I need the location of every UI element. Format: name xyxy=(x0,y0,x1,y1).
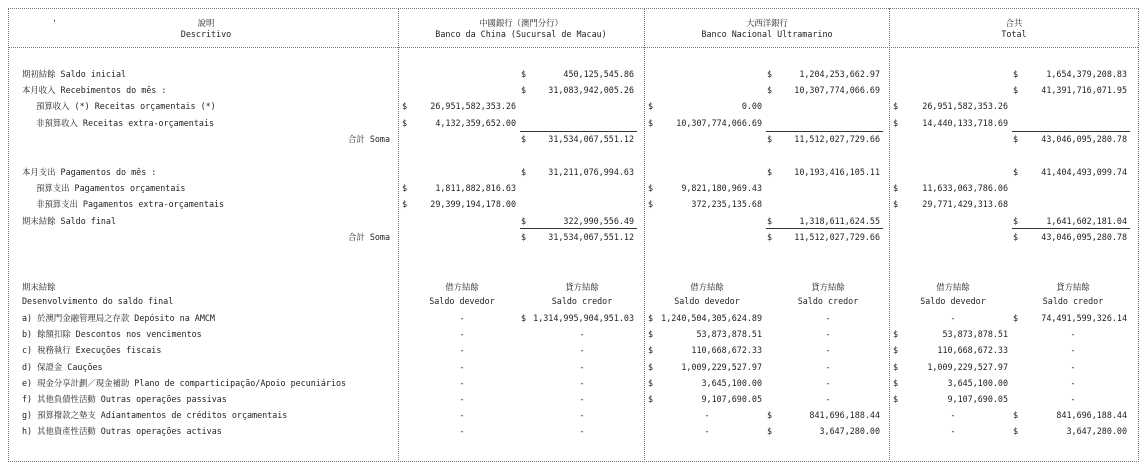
row-receitas-orc-total: 26,951,582,353.26 xyxy=(922,101,1008,111)
balance-cell-dash: - xyxy=(1070,329,1076,339)
row-soma1-label: 合計 Soma xyxy=(348,134,390,144)
currency-sign: $ xyxy=(893,329,899,339)
balance-row-label: g) 預算撥款之墊支 Adiantamentos de créditos orçamentais xyxy=(22,410,288,420)
balance-cell-value: 53,873,878.51 xyxy=(696,329,762,339)
balance-cell-value: 841,696,188.44 xyxy=(1056,410,1127,420)
currency-sign: $ xyxy=(893,199,899,209)
balance-cell-value: 74,491,599,326.14 xyxy=(1041,313,1127,323)
total-credit-header-pt: Saldo credor xyxy=(1042,296,1104,306)
row-soma2-label: 合計 Soma xyxy=(348,232,390,242)
bnu-credit-header-pt: Saldo credor xyxy=(797,296,859,306)
currency-sign: $ xyxy=(767,167,773,177)
currency-sign: $ xyxy=(648,378,654,388)
row-saldo-final-bc: 322,990,556.49 xyxy=(563,216,634,226)
balance-cell-value: 9,107,690.05 xyxy=(701,394,762,404)
balance-cell-value: 1,009,229,527.97 xyxy=(927,362,1008,372)
row-pag-orc-bnu: 9,821,180,969.43 xyxy=(681,183,762,193)
subtotal-underline xyxy=(766,228,883,229)
row-receitas-extra-bc: 4,132,359,652.00 xyxy=(435,118,516,128)
currency-sign: $ xyxy=(893,362,899,372)
balance-cell-value: 3,645,100.00 xyxy=(701,378,762,388)
balance-cell-dash: - xyxy=(459,345,465,355)
currency-sign: $ xyxy=(521,85,527,95)
currency-sign: $ xyxy=(648,118,654,128)
currency-sign: $ xyxy=(767,134,773,144)
balance-cell-dash: - xyxy=(1070,362,1076,372)
column-divider-total xyxy=(889,8,890,460)
row-recebimentos-bc: 31,083,942,005.26 xyxy=(548,85,634,95)
balance-cell-value: 53,873,878.51 xyxy=(942,329,1008,339)
header-mark: ' xyxy=(52,18,58,28)
currency-sign: $ xyxy=(1013,69,1019,79)
currency-sign: $ xyxy=(893,183,899,193)
header-bnu-pt: Banco Nacional Ultramarino xyxy=(701,29,833,39)
row-pag-orc-bc: 1,811,882,816.63 xyxy=(435,183,516,193)
total-credit-header-zh: 貸方結餘 xyxy=(1056,282,1090,292)
total-debit-header-zh: 借方結餘 xyxy=(936,282,970,292)
currency-sign: $ xyxy=(893,101,899,111)
balance-cell-value: 1,240,504,305,624.89 xyxy=(661,313,762,323)
currency-sign: $ xyxy=(648,362,654,372)
row-pag-extra-total: 29,771,429,313.68 xyxy=(922,199,1008,209)
balance-cell-dash: - xyxy=(459,362,465,372)
balance-cell-dash: - xyxy=(579,345,585,355)
currency-sign: $ xyxy=(402,101,408,111)
subtotal-underline xyxy=(520,228,637,229)
header-bnu-zh: 大西洋銀行 xyxy=(746,18,788,28)
subtotal-underline xyxy=(1012,131,1130,132)
row-pagamentos-total: 41,404,493,099.74 xyxy=(1041,167,1127,177)
row-soma2-bc: 31,534,067,551.12 xyxy=(548,232,634,242)
row-saldo-final-bnu: 1,318,611,624.55 xyxy=(799,216,880,226)
balance-cell-dash: - xyxy=(459,410,465,420)
row-receitas-orc-bc: 26,951,582,353.26 xyxy=(430,101,516,111)
balance-cell-dash: - xyxy=(579,410,585,420)
balance-cell-value: 3,647,280.00 xyxy=(819,426,880,436)
currency-sign: $ xyxy=(521,313,527,323)
balance-cell-dash: - xyxy=(579,378,585,388)
header-desc-pt: Descritivo xyxy=(180,29,232,39)
currency-sign: $ xyxy=(893,345,899,355)
row-receitas-orc-label: 預算收入 (*) Receitas orçamentais (*) xyxy=(36,101,216,111)
header-desc-zh: 說明 xyxy=(197,18,215,28)
row-soma2-bnu: 11,512,027,729.66 xyxy=(794,232,880,242)
row-recebimentos-label: 本月收入 Recebimentos do mês : xyxy=(22,85,167,95)
row-receitas-orc-bnu: 0.00 xyxy=(741,101,762,111)
subtotal-underline xyxy=(520,131,637,132)
balance-cell-dash: - xyxy=(950,313,956,323)
balance-cell-dash: - xyxy=(825,313,831,323)
section3-title-zh: 期末結餘 xyxy=(22,282,56,292)
currency-sign: $ xyxy=(648,183,654,193)
balance-row-label: h) 其他資產性活動 Outras operações activas xyxy=(22,426,222,436)
currency-sign: $ xyxy=(1013,216,1019,226)
currency-sign: $ xyxy=(1013,134,1019,144)
balance-cell-dash: - xyxy=(579,362,585,372)
section3-title-pt: Desenvolvimento do saldo final xyxy=(22,296,174,306)
bnu-debit-header-zh: 借方結餘 xyxy=(690,282,724,292)
row-recebimentos-bnu: 10,307,774,066.69 xyxy=(794,85,880,95)
row-receitas-extra-label: 非預算收入 Receitas extra-orçamentais xyxy=(36,118,215,128)
currency-sign: $ xyxy=(402,183,408,193)
currency-sign: $ xyxy=(648,329,654,339)
balance-cell-value: 3,645,100.00 xyxy=(947,378,1008,388)
balance-cell-dash: - xyxy=(825,345,831,355)
row-saldo-final-total: 1,641,602,181.04 xyxy=(1046,216,1127,226)
balance-cell-dash: - xyxy=(459,313,465,323)
balance-row-label: f) 其他負債性活動 Outras operações passivas xyxy=(22,394,227,404)
currency-sign: $ xyxy=(767,85,773,95)
currency-sign: $ xyxy=(1013,167,1019,177)
currency-sign: $ xyxy=(648,199,654,209)
currency-sign: $ xyxy=(521,134,527,144)
currency-sign: $ xyxy=(1013,313,1019,323)
currency-sign: $ xyxy=(521,232,527,242)
row-soma1-bnu: 11,512,027,729.66 xyxy=(794,134,880,144)
currency-sign: $ xyxy=(521,216,527,226)
currency-sign: $ xyxy=(1013,85,1019,95)
subtotal-underline xyxy=(1012,228,1130,229)
header-divider xyxy=(8,47,1138,48)
currency-sign: $ xyxy=(1013,410,1019,420)
row-saldo-final-label: 期末結餘 Saldo final xyxy=(22,216,117,226)
balance-cell-dash: - xyxy=(459,394,465,404)
bc-debit-header-zh: 借方結餘 xyxy=(445,282,479,292)
balance-cell-dash: - xyxy=(825,362,831,372)
row-soma1-bc: 31,534,067,551.12 xyxy=(548,134,634,144)
balance-cell-dash: - xyxy=(950,426,956,436)
row-pagamentos-bnu: 10,193,416,105.11 xyxy=(794,167,880,177)
column-divider-bc xyxy=(398,8,399,460)
currency-sign: $ xyxy=(521,167,527,177)
balance-cell-dash: - xyxy=(1070,378,1076,388)
balance-row-label: a) 於澳門金融管理局之存款 Depósito na AMCM xyxy=(22,313,215,323)
balance-cell-dash: - xyxy=(704,410,710,420)
currency-sign: $ xyxy=(402,118,408,128)
currency-sign: $ xyxy=(521,69,527,79)
currency-sign: $ xyxy=(767,426,773,436)
balance-cell-dash: - xyxy=(579,426,585,436)
row-pag-orc-label: 預算支出 Pagamentos orçamentais xyxy=(36,183,186,193)
row-pag-extra-bc: 29,399,194,178.00 xyxy=(430,199,516,209)
row-saldo-inicial-total: 1,654,379,208.83 xyxy=(1046,69,1127,79)
currency-sign: $ xyxy=(648,313,654,323)
bnu-debit-header-pt: Saldo devedor xyxy=(674,296,740,306)
balance-cell-value: 9,107,690.05 xyxy=(947,394,1008,404)
balance-cell-dash: - xyxy=(1070,394,1076,404)
header-total-pt: Total xyxy=(1001,29,1027,39)
currency-sign: $ xyxy=(767,410,773,420)
row-pagamentos-label: 本月支出 Pagamentos do mês : xyxy=(22,167,157,177)
column-divider-bnu xyxy=(644,8,645,460)
balance-cell-value: 3,647,280.00 xyxy=(1066,426,1127,436)
header-bc-zh: 中國銀行（澳門分行） xyxy=(479,18,563,28)
currency-sign: $ xyxy=(893,378,899,388)
currency-sign: $ xyxy=(893,394,899,404)
balance-cell-dash: - xyxy=(825,378,831,388)
row-saldo-inicial-bnu: 1,204,253,662.97 xyxy=(799,69,880,79)
balance-cell-dash: - xyxy=(579,329,585,339)
row-receitas-extra-total: 14,440,133,718.69 xyxy=(922,118,1008,128)
balance-row-label: c) 稅務執行 Execuções fiscais xyxy=(22,345,162,355)
currency-sign: $ xyxy=(1013,426,1019,436)
balance-row-label: e) 現金分享計劃／現金補助 Plano de comparticipação/Apoio pecuniários xyxy=(22,378,347,388)
balance-cell-dash: - xyxy=(579,394,585,404)
balance-cell-value: 841,696,188.44 xyxy=(809,410,880,420)
balance-cell-dash: - xyxy=(825,329,831,339)
balance-cell-dash: - xyxy=(704,426,710,436)
currency-sign: $ xyxy=(767,69,773,79)
balance-cell-dash: - xyxy=(825,394,831,404)
balance-row-label: b) 餘額扣除 Descontos nos vencimentos xyxy=(22,329,202,339)
balance-cell-value: 110,668,672.33 xyxy=(937,345,1008,355)
row-pag-extra-bnu: 372,235,135.68 xyxy=(691,199,762,209)
currency-sign: $ xyxy=(767,216,773,226)
row-soma2-total: 43,046,095,280.78 xyxy=(1041,232,1127,242)
row-saldo-inicial-label: 期初結餘 Saldo inicial xyxy=(22,69,127,79)
bc-credit-header-zh: 貸方結餘 xyxy=(565,282,599,292)
row-pagamentos-bc: 31,211,076,994.63 xyxy=(548,167,634,177)
balance-cell-dash: - xyxy=(459,426,465,436)
total-debit-header-pt: Saldo devedor xyxy=(920,296,986,306)
balance-cell-value: 1,314,995,904,951.03 xyxy=(533,313,634,323)
row-pag-orc-total: 11,633,063,786.06 xyxy=(922,183,1008,193)
currency-sign: $ xyxy=(402,199,408,209)
balance-cell-value: 1,009,229,527.97 xyxy=(681,362,762,372)
currency-sign: $ xyxy=(648,101,654,111)
header-total-zh: 合共 xyxy=(1005,18,1023,28)
currency-sign: $ xyxy=(893,118,899,128)
balance-cell-value: 110,668,672.33 xyxy=(691,345,762,355)
row-recebimentos-total: 41,391,716,071.95 xyxy=(1041,85,1127,95)
currency-sign: $ xyxy=(648,394,654,404)
row-saldo-inicial-bc: 450,125,545.86 xyxy=(563,69,634,79)
currency-sign: $ xyxy=(648,345,654,355)
row-pag-extra-label: 非預算支出 Pagamentos extra-orçamentais xyxy=(36,199,225,209)
subtotal-underline xyxy=(766,131,883,132)
currency-sign: $ xyxy=(1013,232,1019,242)
bc-debit-header-pt: Saldo devedor xyxy=(429,296,495,306)
bc-credit-header-pt: Saldo credor xyxy=(551,296,613,306)
row-soma1-total: 43,046,095,280.78 xyxy=(1041,134,1127,144)
header-bc-pt: Banco da China (Sucursal de Macau) xyxy=(435,29,607,39)
balance-cell-dash: - xyxy=(459,329,465,339)
balance-cell-dash: - xyxy=(1070,345,1076,355)
row-receitas-extra-bnu: 10,307,774,066.69 xyxy=(676,118,762,128)
bnu-credit-header-zh: 貸方結餘 xyxy=(811,282,845,292)
balance-row-label: d) 保證金 Cauções xyxy=(22,362,103,372)
currency-sign: $ xyxy=(767,232,773,242)
balance-cell-dash: - xyxy=(950,410,956,420)
balance-cell-dash: - xyxy=(459,378,465,388)
